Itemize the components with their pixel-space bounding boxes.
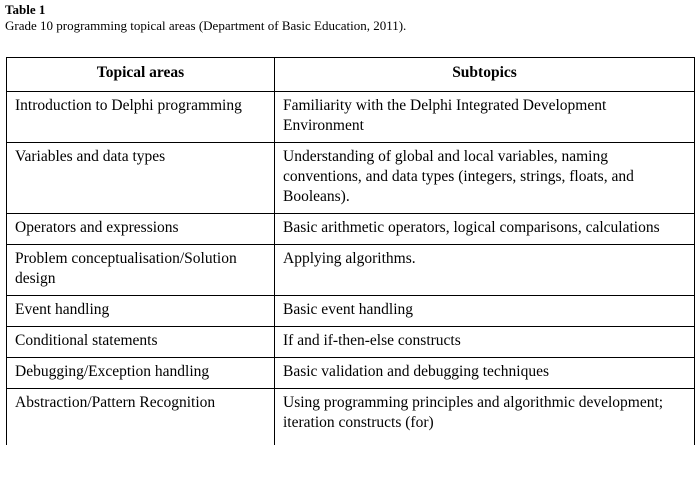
- table-label: Table 1: [5, 2, 46, 17]
- topic-cell: Conditional statements: [7, 327, 275, 358]
- topical-areas-table: [6, 57, 695, 445]
- subtopic-cell: Basic arithmetic operators, logical comparisons, calculations: [275, 214, 695, 245]
- topic-cell: Introduction to Delphi programming: [7, 92, 275, 143]
- subtopic-cell: Applying algorithms.: [275, 245, 695, 296]
- table-row: [7, 389, 695, 446]
- subtopic-cell: Basic event handling: [275, 296, 695, 327]
- table-row: [7, 92, 695, 143]
- table-row: [7, 143, 695, 214]
- table-header-row: [7, 58, 695, 92]
- header-topical-areas: Topical areas: [7, 58, 275, 92]
- topic-cell: Debugging/Exception handling: [7, 358, 275, 389]
- table-row: [7, 327, 695, 358]
- table-title: Grade 10 programming topical areas (Department of Basic Education, 2011).: [5, 18, 407, 33]
- topic-cell: Event handling: [7, 296, 275, 327]
- subtopic-cell: Understanding of global and local variables, naming conventions, and data types (integers, strings, floats, and Booleans).: [275, 143, 695, 214]
- topic-cell: Operators and expressions: [7, 214, 275, 245]
- header-subtopics: Subtopics: [275, 58, 695, 92]
- topic-cell: Abstraction/Pattern Recognition: [7, 389, 275, 446]
- table-row: [7, 296, 695, 327]
- topic-cell: Variables and data types: [7, 143, 275, 214]
- table-row: [7, 214, 695, 245]
- table-row: [7, 358, 695, 389]
- subtopic-cell: Basic validation and debugging techniques: [275, 358, 695, 389]
- subtopic-cell: Familiarity with the Delphi Integrated Development Environment: [275, 92, 695, 143]
- topic-cell: Problem conceptualisation/Solution design: [7, 245, 275, 296]
- table-row: [7, 245, 695, 296]
- table-caption: [5, 2, 406, 34]
- subtopic-cell: Using programming principles and algorithmic development; iteration constructs (for): [275, 389, 695, 446]
- subtopic-cell: If and if-then-else constructs: [275, 327, 695, 358]
